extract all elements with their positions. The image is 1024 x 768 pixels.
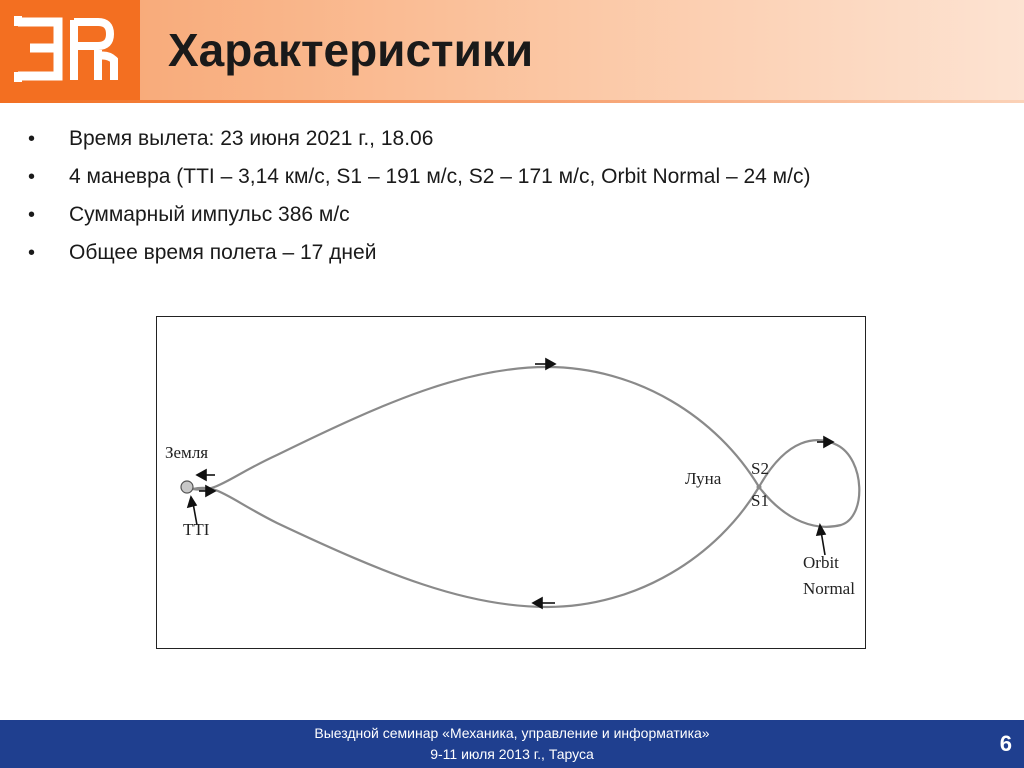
slide-title: Характеристики <box>168 24 534 76</box>
s1-label: S1 <box>751 491 769 510</box>
bullet-icon: • <box>28 166 36 188</box>
bullet-text: 4 маневра (TTI – 3,14 км/с, S1 – 191 м/с, S2 – 171 м/с, Orbit Normal – 24 м/с) <box>69 165 811 188</box>
logo-icon <box>0 0 140 100</box>
header-divider <box>0 100 1024 103</box>
bullet-icon: • <box>28 128 36 150</box>
outbound-trajectory <box>193 367 759 490</box>
moon-label: Луна <box>685 469 722 488</box>
bullet-item <box>28 234 810 272</box>
trajectory-diagram <box>156 316 866 649</box>
moon-icon <box>757 485 762 490</box>
bullet-text: Время вылета: 23 июня 2021 г., 18.06 <box>69 127 434 150</box>
bullet-icon: • <box>28 204 36 226</box>
lunar-loop <box>759 440 859 527</box>
s2-label: S2 <box>751 459 769 478</box>
bullet-text: Общее время полета – 17 дней <box>69 241 377 264</box>
footer-event-title: Выездной семинар «Механика, управление и информатика» <box>314 725 710 741</box>
bullet-icon: • <box>28 242 36 264</box>
bullet-item <box>28 196 810 234</box>
bullet-item <box>28 158 810 196</box>
normal-label: Normal <box>803 579 855 598</box>
bullet-item <box>28 120 810 158</box>
earth-label: Земля <box>165 443 209 462</box>
bullet-text: Суммарный импульс 386 м/с <box>69 203 350 226</box>
earth-icon <box>181 481 193 493</box>
logo <box>0 0 140 100</box>
bullet-list <box>28 120 810 272</box>
tti-label: TTI <box>183 520 210 539</box>
page-number: 6 <box>999 731 1012 756</box>
orbit-label: Orbit <box>803 553 839 572</box>
return-trajectory <box>193 487 759 607</box>
trajectory-drawing <box>157 317 867 650</box>
footer-event-date: 9-11 июля 2013 г., Таруса <box>430 746 594 762</box>
